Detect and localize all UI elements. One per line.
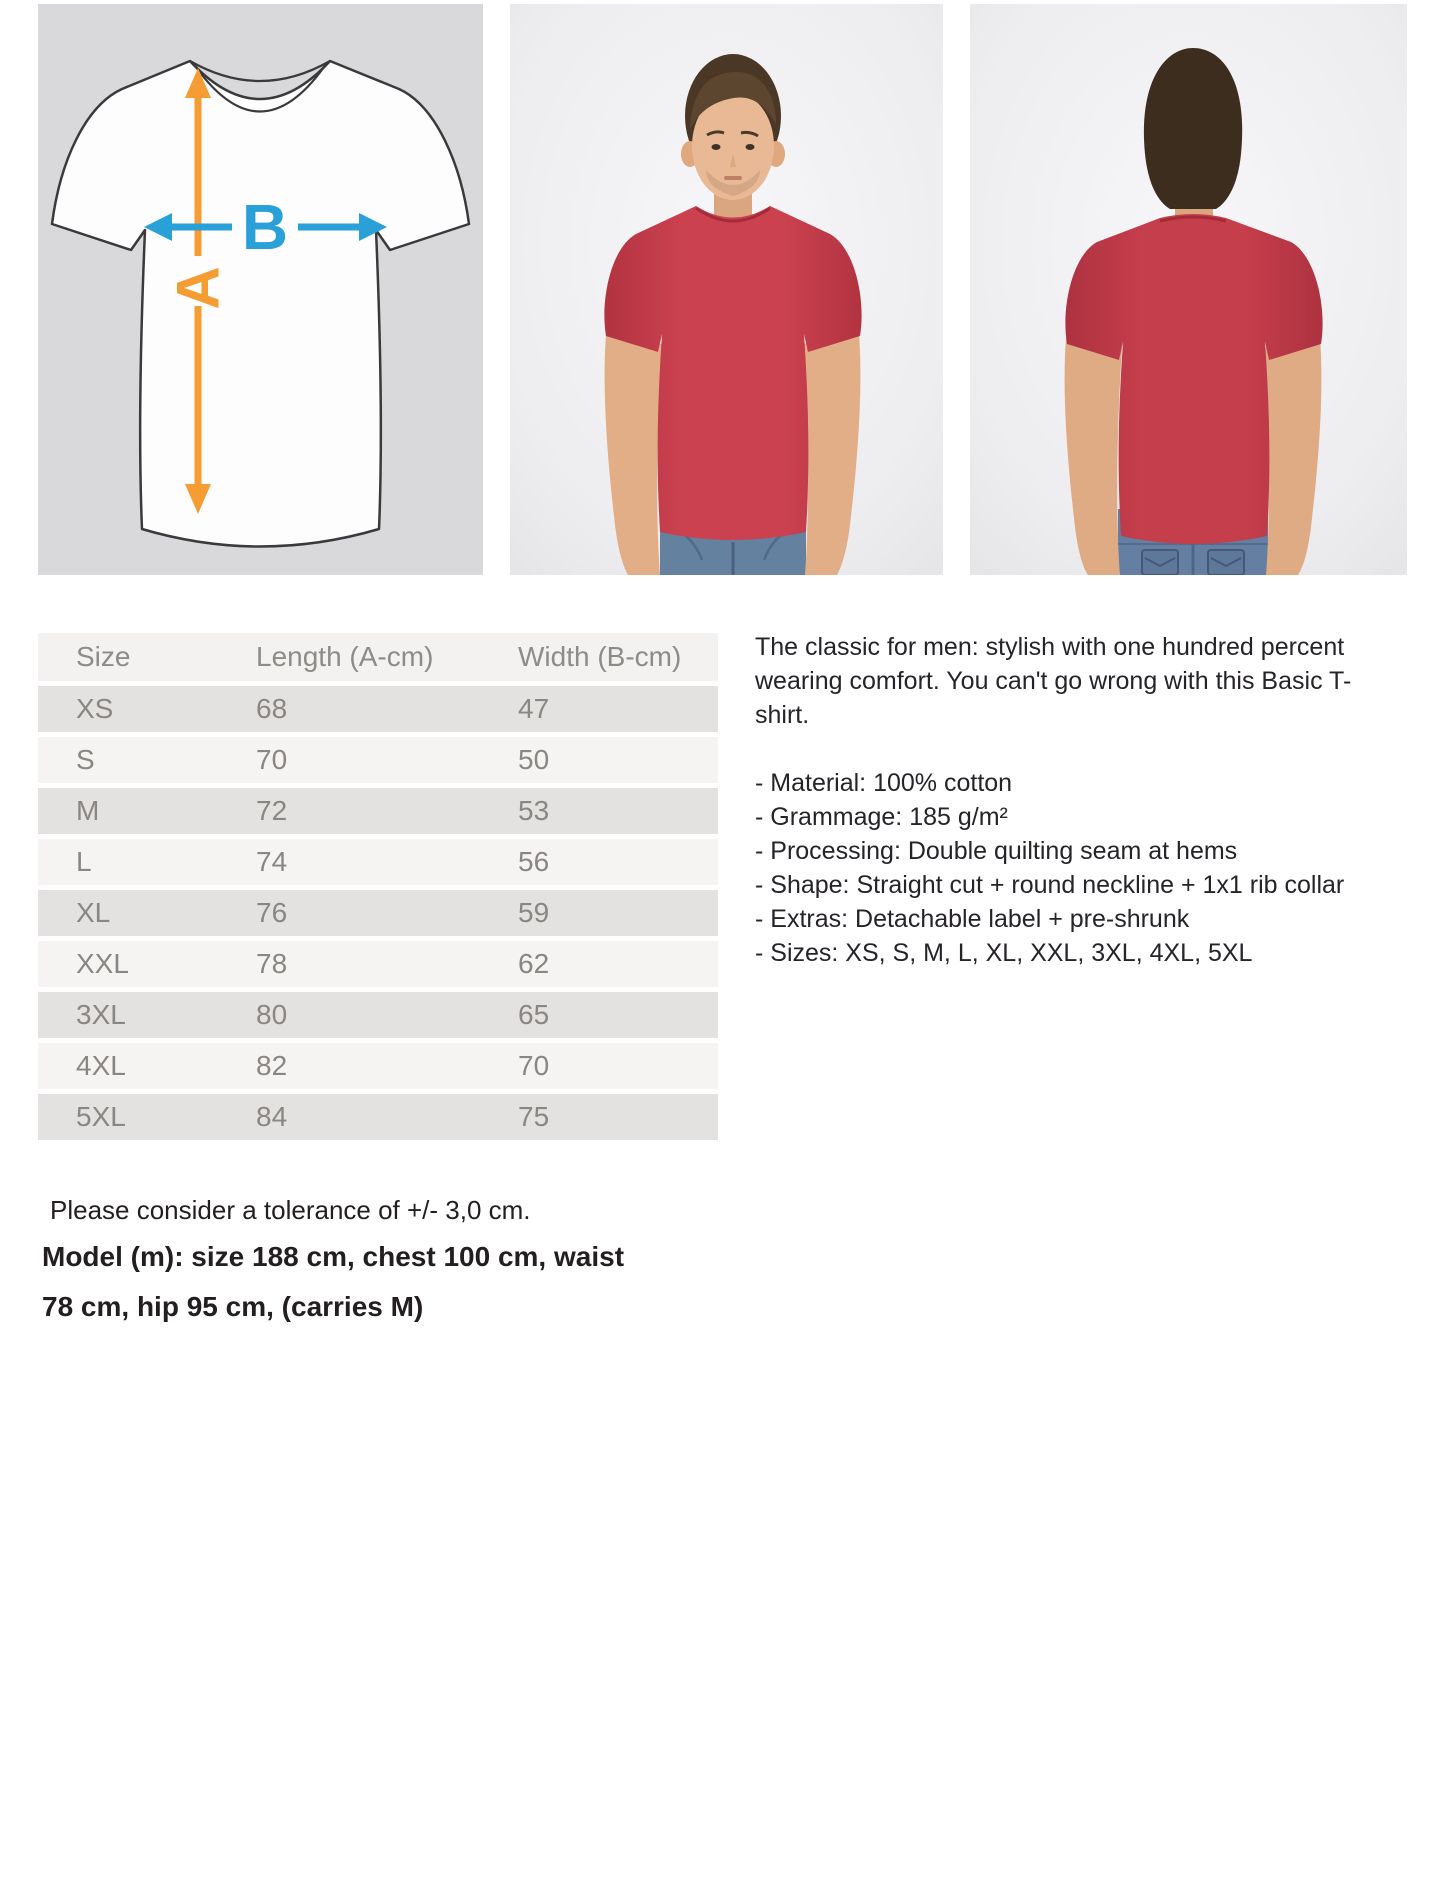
- size-table-cell: XXL: [38, 941, 256, 987]
- size-table-cell: XS: [38, 686, 256, 732]
- size-table-cell: 50: [518, 737, 718, 783]
- model-back-photo: [970, 4, 1407, 575]
- size-table-cell: L: [38, 839, 256, 885]
- description-intro: The classic for men: stylish with one hundred percent wearing comfort. You can't go wrong with this Basic T-shirt.: [755, 633, 1352, 729]
- size-table-row: [38, 737, 718, 783]
- model-front-drawing: [510, 4, 943, 575]
- size-table-row: [38, 941, 718, 987]
- description-bullet: - Grammage: 185 g/m²: [755, 803, 1008, 831]
- size-table-cell: 65: [518, 992, 718, 1038]
- hair-back: [1144, 48, 1242, 209]
- size-table-cell: 84: [256, 1094, 518, 1140]
- size-table-row: [38, 1043, 718, 1089]
- size-table-cell: 78: [256, 941, 518, 987]
- size-table-cell: 62: [518, 941, 718, 987]
- size-table-cell: 74: [256, 839, 518, 885]
- size-table-header-cell: Width (B-cm): [518, 633, 718, 681]
- size-table-cell: 56: [518, 839, 718, 885]
- right-eye: [746, 144, 755, 150]
- description-bullet-list: [755, 766, 1395, 970]
- size-table-cell: S: [38, 737, 256, 783]
- size-table-cell: 4XL: [38, 1043, 256, 1089]
- size-table-cell: 47: [518, 686, 718, 732]
- size-table-cell: 5XL: [38, 1094, 256, 1140]
- size-table-cell: 72: [256, 788, 518, 834]
- model-info-note: Model (m): size 188 cm, chest 100 cm, waist 78 cm, hip 95 cm, (carries M): [42, 1241, 625, 1322]
- description-bullet: - Processing: Double quilting seam at hems: [755, 837, 1238, 865]
- left-eye: [712, 144, 721, 150]
- size-table-header-cell: Size: [38, 633, 256, 681]
- size-table-cell: 68: [256, 686, 518, 732]
- description-bullet: - Material: 100% cotton: [755, 769, 1013, 797]
- size-table: [38, 628, 718, 1145]
- product-description: [755, 630, 1395, 970]
- size-table-cell: 53: [518, 788, 718, 834]
- size-table-cell: XL: [38, 890, 256, 936]
- size-table-cell: 82: [256, 1043, 518, 1089]
- size-table-row: [38, 1094, 718, 1140]
- size-table-cell: 75: [518, 1094, 718, 1140]
- description-bullet: - Sizes: XS, S, M, L, XL, XXL, 3XL, 4XL, 5XL: [755, 939, 1253, 967]
- size-table-header-row: [38, 633, 718, 681]
- model-front-photo: [510, 4, 943, 575]
- size-table-row: [38, 788, 718, 834]
- size-table-cell: 59: [518, 890, 718, 936]
- tolerance-note: Please consider a tolerance of +/- 3,0 cm.: [50, 1195, 531, 1225]
- size-table-cell: 70: [518, 1043, 718, 1089]
- size-table-cell: M: [38, 788, 256, 834]
- model-back-drawing: [970, 4, 1407, 575]
- notes-block: [40, 1192, 660, 1332]
- mouth: [724, 176, 742, 180]
- size-table-row: [38, 890, 718, 936]
- description-bullet: - Shape: Straight cut + round neckline + 1x1 rib collar: [755, 871, 1345, 899]
- length-label-a: A: [164, 266, 232, 310]
- size-table-row: [38, 992, 718, 1038]
- size-table-cell: 3XL: [38, 992, 256, 1038]
- size-table-cell: 80: [256, 992, 518, 1038]
- size-table-cell: 70: [256, 737, 518, 783]
- tshirt-measurement-diagram: [38, 4, 483, 575]
- size-table-row: [38, 839, 718, 885]
- width-label-b: B: [241, 191, 289, 263]
- tshirt-diagram-drawing: [38, 4, 483, 575]
- size-table-cell: 76: [256, 890, 518, 936]
- size-table-row: [38, 686, 718, 732]
- size-table-header-cell: Length (A-cm): [256, 633, 518, 681]
- description-bullet: - Extras: Detachable label + pre-shrunk: [755, 905, 1190, 933]
